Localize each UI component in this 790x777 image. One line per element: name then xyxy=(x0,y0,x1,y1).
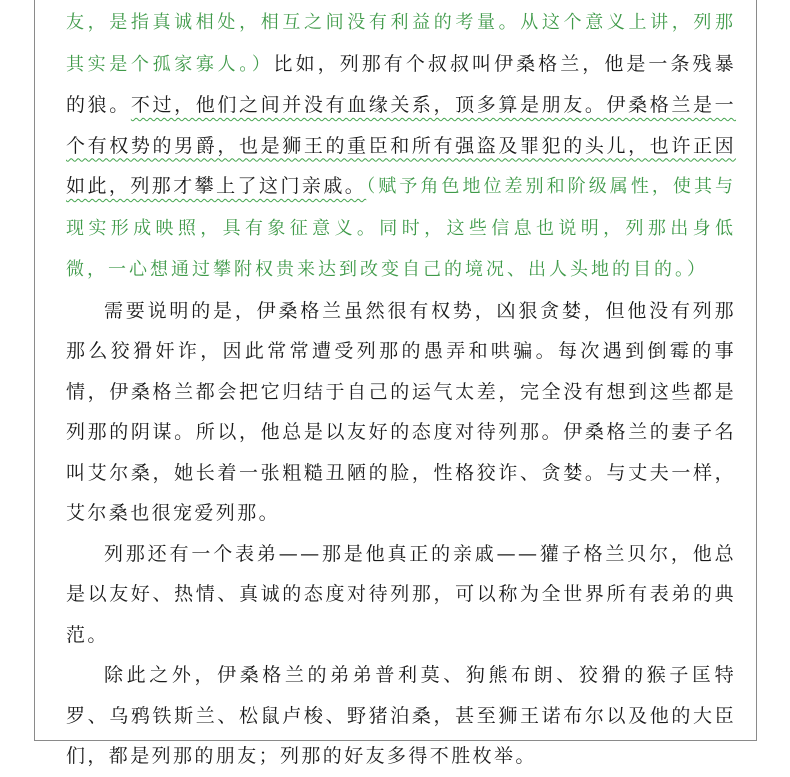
paragraph-2: 需要说明的是，伊桑格兰虽然很有权势，凶狠贪婪，但他没有列那那么狡猾奸诈，因此常常遭受列那的愚弄和哄骗。每次遇到倒霉的事情，伊桑格兰都会把它归结于自己的运气太差，完全没有想到这些都是列那的阴谋。所以，他总是以友好的态度对待列那。伊桑格兰的妻子名叫艾尔桑，她长着一张粗糙丑陋的脸，性格狡诈、贪婪。与丈夫一样，艾尔桑也很宠爱列那。 xyxy=(66,299,736,524)
paragraph-1 xyxy=(66,2,736,291)
paragraph-3: 列那还有一个表弟——那是他真正的亲戚——獾子格兰贝尔，他总是以友好、热情、真诚的态度对待列那，可以称为全世界所有表弟的典范。 xyxy=(66,542,736,646)
body-text: 比如，列那有个叔叔叫伊桑格兰，他是一条残暴的狼。 xyxy=(66,52,736,116)
annotation-note: （赋予角色地位差别和阶级属性，使其与现实形成映照，具有象征意义。同时，这些信息也说明，列那出身低微，一心想通过攀附权贵来达到改变自己的境况、出人头地的目的。） xyxy=(66,176,736,280)
paragraph-4: 除此之外，伊桑格兰的弟弟普利莫、狗熊布朗、狡猾的猴子匡特罗、乌鸦铁斯兰、松鼠卢梭、野猪泊桑，甚至狮王诺布尔以及他的大臣们，都是列那的朋友；列那的好友多得不胜枚举。 xyxy=(66,664,736,767)
document-body xyxy=(66,2,736,777)
underlined-text: 不过，他们之间并没有血缘关系，顶多算是朋友。伊桑格兰是一个有权势的男爵，也是狮王的重臣和所有强盗及罪犯的头儿，也许正因如此，列那才攀上了这门亲戚。 xyxy=(66,94,737,197)
annotation-note: 友，是指真诚相处，相互之间没有利益的考量。从这个意义上讲，列那其实是个孤家寡人。） xyxy=(66,12,736,75)
